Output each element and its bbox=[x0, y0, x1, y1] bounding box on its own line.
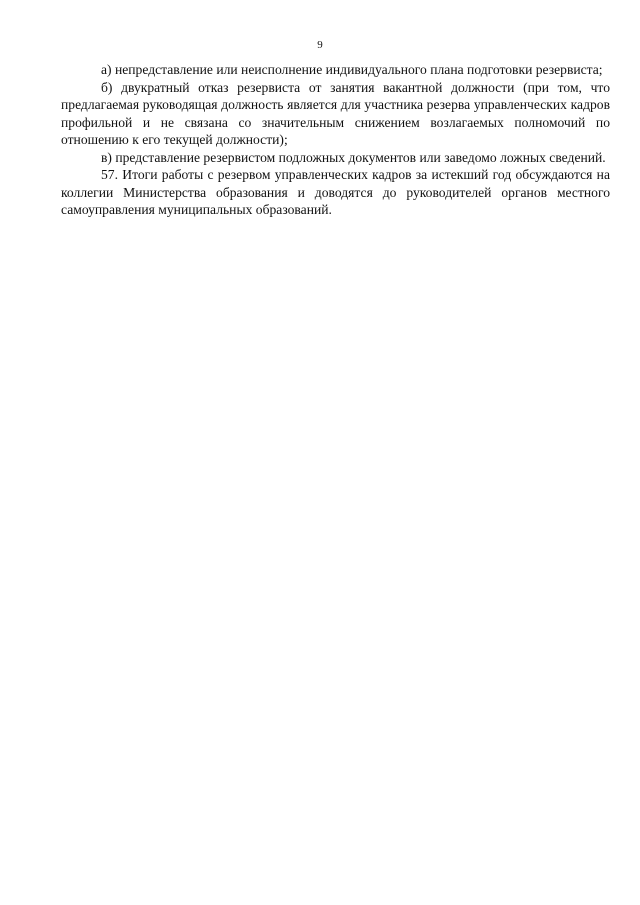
paragraph-item-a: а) непредставление или неисполнение индивидуального плана подготовки резервиста; bbox=[101, 62, 603, 77]
page-number: 9 bbox=[317, 39, 323, 51]
document-body bbox=[61, 61, 610, 219]
paragraph-item-c: в) представление резервистом подложных документов или заведомо ложных сведений. bbox=[101, 149, 606, 165]
paragraph-item-b: б) двукратный отказ резервиста от занятия вакантной должности (при том, что предлагаемая руководящая должность является для участника резерва управленческих кадров профильной и не связана со значительным снижением возлагаемых полномочий по отношению к его текущей должности); bbox=[61, 79, 610, 147]
paragraph-57: 57. Итоги работы с резервом управленческих кадров за истекший год обсуждаются на коллегии Министерства образования и доводятся до руководителей органов местного самоуправления муниципальных образований. bbox=[61, 167, 610, 217]
